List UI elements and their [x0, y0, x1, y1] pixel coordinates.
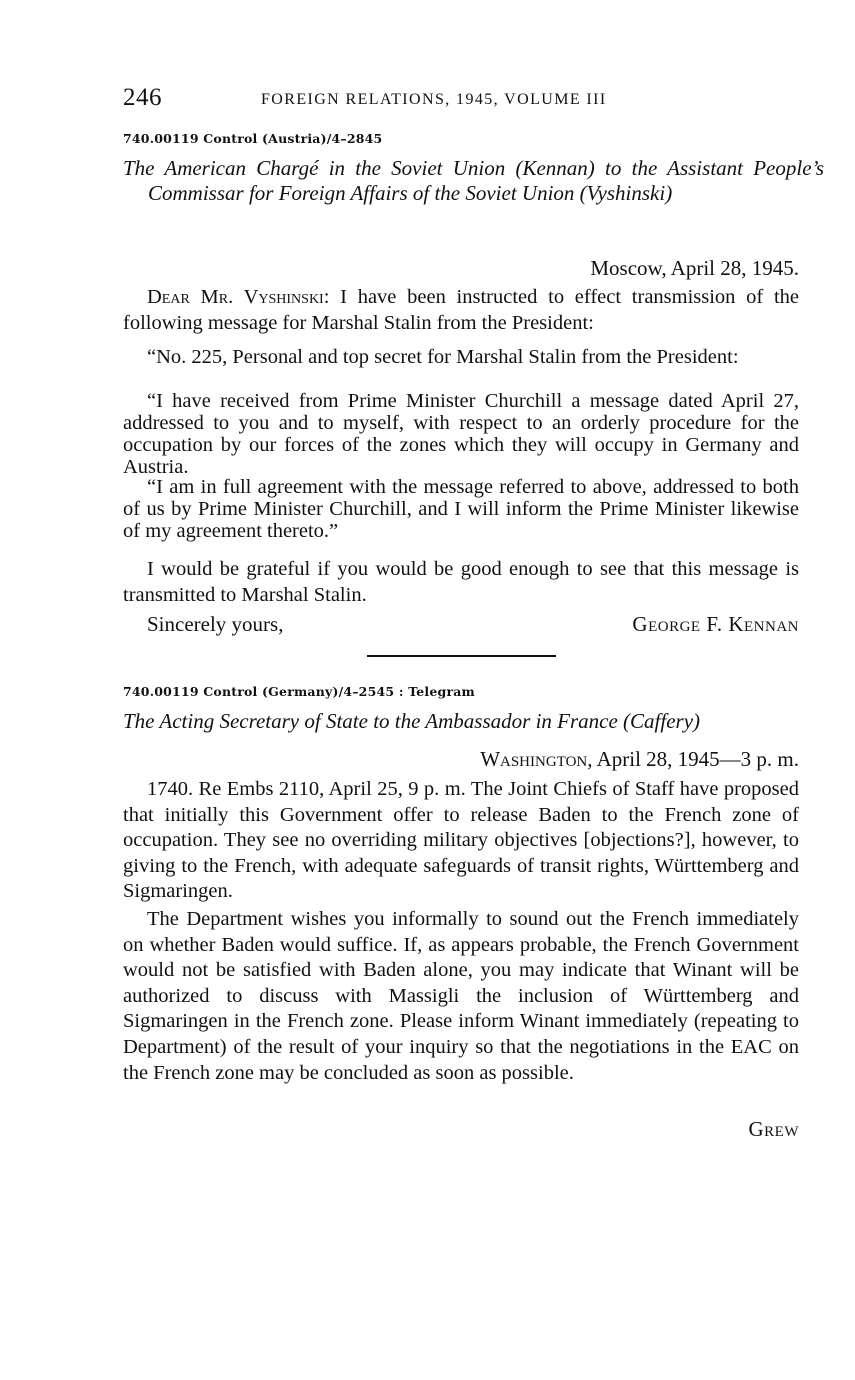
dateline-date: April 28, 1945—3 p. m. — [592, 747, 799, 771]
file-code: 740.00119 Control (Austria)/4–2845 — [123, 131, 383, 146]
file-code: 740.00119 Control (Germany)/4–2545 : Telegram — [123, 684, 475, 699]
letter-paragraph — [123, 285, 799, 336]
telegram-paragraph: 1740. Re Embs 2110, April 25, 9 p. m. The Joint Chiefs of Staff have proposed that initially this Government offer to release Baden to the French zone of occupation. They see no overriding military objectives [objections?], however, to giving to the French, with adequate safeguards of transit rights, Württemberg and Sigmaringen. — [123, 778, 799, 903]
document-heading: The American Chargé in the Soviet Union (Kennan) to the Assistant People’s Commissar for Foreign Affairs of the Soviet Union (Vyshinski) — [123, 156, 824, 205]
quoted-paragraph: “I have received from Prime Minister Churchill a message dated April 27, addressed to you and to myself, with respect to an orderly procedure for the occupation by our forces of the zones which they will occupy in Germany and Austria. — [123, 390, 799, 478]
quoted-paragraph: “I am in full agreement with the message referred to above, addressed to both of us by Prime Minister Churchill, and I will inform the Prime Minister likewise of my agreement thereto.” — [123, 476, 799, 542]
section-divider — [367, 655, 556, 657]
complimentary-close: Sincerely yours, — [147, 612, 284, 636]
dateline — [480, 747, 799, 772]
paragraph-text: I have been instructed to effect transmission of the following message for Marshal Stalin from the President: — [123, 286, 800, 334]
running-title: FOREIGN RELATIONS, 1945, VOLUME III — [261, 91, 607, 108]
quoted-paragraph: “No. 225, Personal and top secret for Marshal Stalin from the President: — [147, 346, 739, 368]
dateline-place: Washington, — [480, 747, 593, 771]
salutation: Dear Mr. Vyshinski: — [147, 286, 330, 308]
page-number: 246 — [123, 84, 162, 111]
telegram-paragraph: The Department wishes you informally to sound out the French immediately on whether Baden would suffice. If, as appears probable, the French Government would not be satisfied with Baden alone, you may indicate that Winant will be authorized to discuss with Massigli the inclusion of Württemberg and Sigmaringen in the French zone. Please inform Winant immediately (repeating to Department) of the result of your inquiry so that the negotiations in the EAC on the French zone may be concluded as soon as possible. — [123, 908, 799, 1084]
document-heading: The Acting Secretary of State to the Ambassador in France (Caffery) — [123, 709, 701, 733]
signature: Grew — [748, 1117, 799, 1141]
letter-paragraph: I would be grateful if you would be good enough to see that this message is transmitted to Marshal Stalin. — [123, 558, 799, 606]
signature: George F. Kennan — [632, 612, 799, 636]
dateline: Moscow, April 28, 1945. — [590, 256, 799, 280]
page-header — [123, 84, 798, 116]
